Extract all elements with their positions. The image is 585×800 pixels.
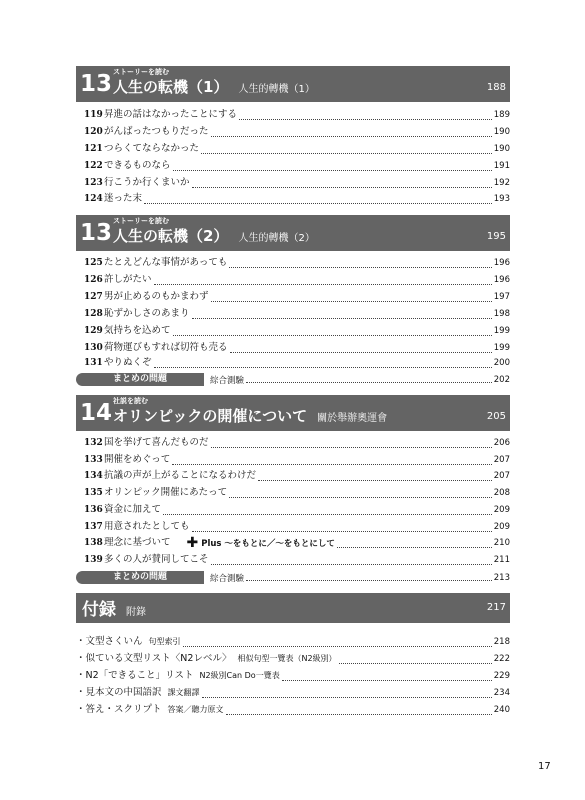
leader-dots: [211, 128, 492, 137]
leader-dots: [246, 574, 492, 581]
entry-number: 136: [84, 505, 103, 515]
entry-page: 191: [493, 161, 510, 171]
summary-badge: まとめの問題: [76, 373, 204, 386]
leader-dots: [258, 472, 492, 481]
leader-dots: [154, 276, 492, 285]
leader-dots: [183, 638, 492, 647]
leader-dots: [163, 506, 492, 515]
entry-page: 209: [493, 522, 510, 532]
appendix-item[interactable]: [76, 686, 510, 700]
section-number: 13: [80, 220, 113, 246]
entry-text: 男が止めるのもかまわず: [104, 291, 209, 302]
entry-number: 138: [84, 538, 103, 548]
entry-text: 抗議の声が上がることになるわけだ: [104, 470, 257, 481]
entry-text: たとえどんな事情があっても: [104, 257, 228, 268]
summary-row[interactable]: [76, 571, 510, 584]
entry-text: 気持ちを込めて: [104, 325, 171, 336]
toc-entry[interactable]: [84, 453, 510, 467]
leader-dots: [154, 359, 492, 368]
entry-page: 208: [493, 488, 510, 498]
leader-dots: [211, 439, 492, 448]
section-page: 188: [486, 82, 506, 93]
section-number: 14: [80, 400, 113, 426]
entry-page: 198: [493, 309, 510, 319]
section-header: [76, 395, 510, 431]
entry-page: 189: [493, 110, 510, 120]
summary-page: 202: [493, 374, 510, 385]
entry-page: 209: [493, 505, 510, 515]
section-header: [76, 66, 510, 102]
entry-page: 190: [493, 144, 510, 154]
section-title-zh: 關於舉辦奧運會: [317, 413, 388, 424]
leader-dots: [337, 539, 492, 548]
entry-number: 129: [84, 326, 103, 336]
leader-dots: [230, 344, 492, 353]
toc-entry[interactable]: [84, 108, 510, 122]
entry-number: 137: [84, 522, 103, 532]
entry-number: 124: [84, 194, 103, 204]
toc-entry[interactable]: [84, 520, 510, 534]
entry-text: オリンピック開催にあたって: [104, 487, 228, 498]
appendix-item-zh: 課文翻譯: [167, 688, 200, 697]
toc-entry[interactable]: [84, 503, 510, 517]
summary-badge: まとめの問題: [76, 571, 204, 584]
toc-entry[interactable]: [84, 142, 510, 156]
appendix-item-text: ・N2「できること」リスト: [76, 670, 194, 681]
entry-text: 迷った末: [104, 193, 143, 204]
appendix-item[interactable]: [76, 703, 510, 717]
entry-text: やりぬくぞ: [104, 357, 152, 368]
leader-dots: [173, 162, 492, 171]
leader-dots: [229, 259, 491, 268]
page-number: 17: [538, 761, 551, 772]
appendix-item-text: ・見本文の中国語訳: [76, 687, 162, 698]
leader-dots: [173, 327, 492, 336]
leader-dots: [282, 672, 492, 681]
entry-page: 196: [493, 275, 510, 285]
toc-entry[interactable]: [84, 159, 510, 173]
toc-entry[interactable]: [84, 341, 510, 355]
appendix-item[interactable]: [76, 635, 510, 649]
toc-entry[interactable]: [84, 536, 510, 550]
section-subtitle: 社説を読む: [113, 397, 148, 405]
entry-page: 206: [493, 438, 510, 448]
toc-entry[interactable]: [84, 486, 510, 500]
section-page: 195: [486, 231, 506, 242]
entry-number: 127: [84, 292, 103, 302]
entry-number: 131: [84, 358, 103, 368]
entry-text: 行こうか行くまいか: [104, 177, 190, 188]
entry-text: 許しがたい: [104, 274, 152, 285]
entry-text: 開催をめぐって: [104, 454, 171, 465]
leader-dots: [229, 489, 492, 498]
section-subtitle: ストーリーを読む: [113, 68, 169, 76]
appendix-title-zh: 附錄: [126, 607, 146, 618]
entry-number: 139: [84, 555, 103, 565]
entry-page: 199: [493, 343, 510, 353]
summary-label-zh: 綜合測驗: [210, 375, 245, 386]
entry-number: 135: [84, 488, 103, 498]
leader-dots: [201, 145, 492, 154]
appendix-item[interactable]: [76, 669, 510, 683]
toc-entry[interactable]: [84, 436, 510, 450]
appendix-item-page: 234: [493, 688, 510, 698]
entry-text: 用意されたとしても: [104, 521, 190, 532]
entry-number: 122: [84, 161, 103, 171]
appendix-page: 217: [486, 602, 506, 613]
entry-text: 多くの人が賛同してこそ: [104, 554, 209, 565]
toc-entry[interactable]: [84, 469, 510, 483]
entry-page: 211: [493, 555, 510, 565]
appendix-item-page: 229: [493, 671, 510, 681]
section-title-zh: 人生的轉機（2）: [238, 233, 315, 244]
entry-text: 荷物運びもすれば切符も売る: [104, 342, 228, 353]
leader-dots: [172, 456, 491, 465]
appendix-item-zh: 相似句型一覽表（N2級別）: [237, 654, 337, 663]
section-title: オリンピックの開催について 關於舉辦奧運會: [113, 407, 388, 425]
leader-dots: [211, 293, 492, 302]
entry-text: つらくてならなかった: [104, 143, 200, 154]
leader-dots: [211, 556, 492, 565]
appendix-item-text: ・答え・スクリプト: [76, 704, 162, 715]
entry-number: 130: [84, 343, 103, 353]
entry-text: がんばったつもりだった: [104, 126, 209, 137]
leader-dots: [246, 376, 492, 383]
entry-number: 125: [84, 258, 103, 268]
entry-page: 190: [493, 127, 510, 137]
entry-text: 恥ずかしさのあまり: [104, 308, 190, 319]
entry-number: 132: [84, 438, 103, 448]
appendix-item-page: 218: [493, 637, 510, 647]
plus-icon: ✚: [186, 534, 199, 551]
entry-page: 207: [493, 471, 510, 481]
appendix-item-text: ・似ている文型リスト〈N2レベル〉: [76, 653, 232, 664]
entry-page: 199: [493, 326, 510, 336]
appendix-item-page: 222: [493, 654, 510, 664]
toc-entry[interactable]: [84, 125, 510, 139]
toc-entry[interactable]: [84, 290, 510, 304]
summary-row[interactable]: [76, 373, 510, 386]
entry-page: 210: [493, 538, 510, 548]
entry-number: 134: [84, 471, 103, 481]
entry-page: 200: [493, 358, 510, 368]
toc-entry[interactable]: [84, 176, 510, 190]
leader-dots: [192, 523, 492, 532]
section-title: 人生の転機（1） 人生的轉機（1）: [113, 78, 315, 96]
entry-number: 133: [84, 455, 103, 465]
toc-entry[interactable]: [84, 356, 510, 370]
entry-text: できるものなら: [104, 160, 171, 171]
toc-entry[interactable]: [84, 324, 510, 338]
section-title: 人生の転機（2） 人生的轉機（2）: [113, 227, 315, 245]
appendix-item-text: ・文型さくいん: [76, 636, 143, 647]
leader-dots: [192, 310, 492, 319]
leader-dots: [226, 706, 492, 715]
entry-number: 121: [84, 144, 103, 154]
appendix-item-zh: 答案／聽力原文: [167, 705, 224, 714]
section-title-zh: 人生的轉機（1）: [238, 84, 315, 95]
entry-text: 昇進の話はなかったことにする: [104, 109, 238, 120]
appendix-header: [76, 593, 510, 623]
entry-number: 126: [84, 275, 103, 285]
entry-page: 196: [493, 258, 510, 268]
entry-text: 資金に加えて: [104, 504, 162, 515]
entry-text: 理念に基づいて: [104, 537, 171, 548]
appendix-item-zh: N2級別Can Do一覽表: [199, 671, 280, 680]
appendix-title: 付録 附錄: [82, 600, 146, 620]
summary-label-zh: 綜合測驗: [210, 573, 245, 584]
leader-dots: [239, 111, 492, 120]
entry-number: 128: [84, 309, 103, 319]
summary-page: 213: [493, 572, 510, 583]
appendix-item-zh: 句型索引: [148, 637, 181, 646]
entry-page: 193: [493, 194, 510, 204]
appendix-item[interactable]: [76, 652, 510, 666]
toc-entry[interactable]: [84, 553, 510, 567]
entry-page: 207: [493, 455, 510, 465]
section-header: [76, 215, 510, 251]
entry-number: 123: [84, 178, 103, 188]
section-subtitle: ストーリーを読む: [113, 217, 169, 225]
plus-note: ✚ Plus 〜をもとに／〜をもとにして: [186, 534, 335, 551]
toc-entry[interactable]: [84, 273, 510, 287]
section-number: 13: [80, 71, 113, 97]
appendix-item-page: 240: [493, 705, 510, 715]
entry-number: 120: [84, 127, 103, 137]
toc-entry[interactable]: [84, 192, 510, 206]
entry-page: 192: [493, 178, 510, 188]
toc-entry[interactable]: [84, 307, 510, 321]
leader-dots: [144, 195, 492, 204]
entry-text: 国を挙げて喜んだものだ: [104, 437, 209, 448]
leader-dots: [192, 179, 492, 188]
entry-page: 197: [493, 292, 510, 302]
entry-number: 119: [84, 110, 103, 120]
toc-entry[interactable]: [84, 256, 510, 270]
section-page: 205: [486, 411, 506, 422]
leader-dots: [202, 689, 492, 698]
leader-dots: [339, 655, 492, 664]
